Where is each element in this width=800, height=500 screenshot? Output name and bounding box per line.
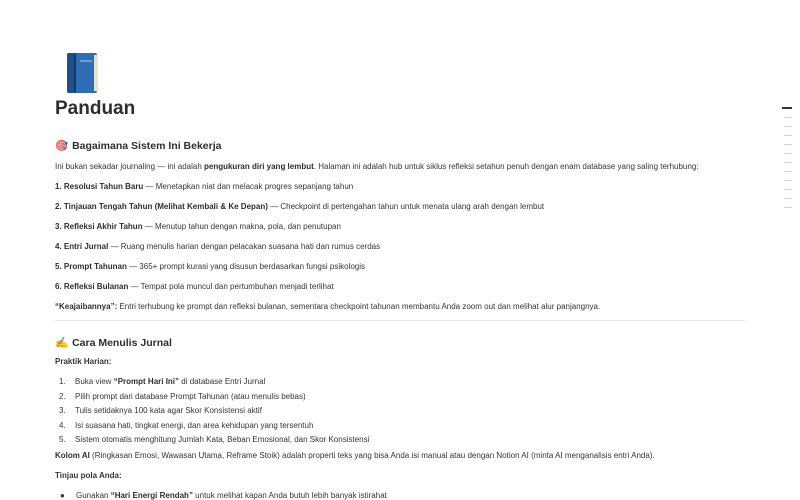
item-title: 1. Resolusi Tahun Baru [55, 182, 144, 191]
toc-bar[interactable] [784, 189, 792, 190]
target-icon: 🎯 [55, 140, 69, 152]
database-item [55, 242, 745, 252]
daily-practice-label: Praktik Harian: [55, 357, 112, 366]
list-item [55, 377, 745, 387]
toc-bar[interactable] [782, 107, 792, 109]
list-item [55, 406, 745, 416]
ai-bold: Kolom AI [55, 451, 90, 460]
intro-text: Ini bukan sekadar journaling — ini adalah [55, 162, 204, 171]
toc-bar[interactable] [784, 144, 792, 145]
toc-bar[interactable] [784, 135, 792, 136]
ai-text: (Ringkasan Emosi, Wawasan Utama, Reframe Stoik) adalah properti teks yang bisa Anda isi manual atau dengan Notion AI (minta AI menganalisis entri Anda). [89, 451, 655, 460]
database-item [55, 262, 745, 272]
table-of-contents-minimap[interactable] [780, 107, 792, 216]
list-text: Tulis setidaknya 100 kata agar Skor Konsistensi aktif [75, 406, 262, 415]
list-item [55, 491, 745, 500]
patterns-list [55, 491, 745, 500]
item-desc: — Menetapkan niat dan melacak progres sepanjang tahun [143, 182, 354, 191]
database-item [55, 202, 745, 212]
list-number: 4. [59, 420, 66, 430]
heading-text: Cara Menulis Jurnal [72, 336, 172, 349]
divider [55, 320, 745, 321]
list-text: Isi suasana hati, tingkat energi, dan area kehidupan yang tersentuh [75, 420, 314, 430]
list-number: 2. [59, 391, 66, 401]
database-item [55, 282, 745, 292]
toc-bar[interactable] [784, 198, 792, 199]
magic-text: Entri terhubung ke prompt dan refleksi bulanan, sementara checkpoint tahunan membantu Anda zoom out dan melihat alur panjangnya. [117, 302, 601, 311]
database-item [55, 182, 745, 192]
item-desc: — Checkpoint di pertengahan tahun untuk menata ulang arah dengan lembut [267, 202, 545, 211]
item-desc: — Menutup tahun dengan makna, pola, dan penutupan [142, 222, 341, 231]
page-content [55, 48, 745, 500]
daily-steps-list [55, 377, 745, 445]
list-text: Buka view “Prompt Hari Ini” di database Entri Jurnal [75, 377, 266, 386]
item-title: 6. Refleksi Bulanan [55, 282, 129, 291]
list-item [55, 392, 745, 402]
review-patterns-label: Tinjau pola Anda: [55, 471, 122, 480]
toc-bar[interactable] [784, 153, 792, 154]
item-title: 4. Entri Jurnal [55, 242, 109, 251]
intro-paragraph [55, 162, 745, 172]
toc-bar[interactable] [784, 180, 792, 181]
section-heading-how-to-journal [55, 336, 745, 349]
list-item [55, 435, 745, 445]
section-heading-how-it-works [55, 139, 745, 152]
list-item [55, 421, 745, 431]
bullet-icon: ● [60, 491, 65, 500]
toc-bar[interactable] [784, 117, 792, 118]
item-desc: — Tempat pola muncul dan pertumbuhan menjadi terlihat [128, 282, 334, 291]
list-number: 5. [59, 435, 66, 444]
toc-bar[interactable] [784, 162, 792, 163]
writing-hand-icon: ✍️ [55, 337, 69, 349]
list-text: Sistem otomatis menghitung Jumlah Kata, Beban Emosional, dan Skor Konsistensi [75, 435, 370, 444]
heading-text: Bagaimana Sistem Ini Bekerja [72, 139, 222, 152]
list-text: Pilih prompt dari database Prompt Tahunan (atau menulis bebas) [75, 391, 306, 401]
item-title: 5. Prompt Tahunan [55, 262, 127, 271]
toc-bar[interactable] [784, 126, 792, 127]
list-number: 1. [59, 377, 66, 386]
item-title: 2. Tinjauan Tengah Tahun (Melihat Kembali & Ke Depan) [55, 202, 268, 211]
book-icon[interactable] [58, 48, 106, 96]
toc-bar[interactable] [784, 207, 792, 208]
page-title: Panduan [55, 98, 136, 119]
intro-text-end: . Halaman ini adalah hub untuk siklus refleksi setahun penuh dengan enam database yang saling terhubung: [313, 162, 699, 171]
magic-bold: “Keajaibannya”: [55, 302, 118, 311]
item-desc: — 365+ prompt kurasi yang disusun berdasarkan fungsi psikologis [126, 262, 365, 271]
magic-paragraph [55, 302, 745, 312]
item-title: 3. Refleksi Akhir Tahun [55, 222, 143, 231]
list-text: Gunakan “Hari Energi Rendah” untuk melihat kapan Anda butuh lebih banyak istirahat [76, 491, 387, 500]
intro-bold: pengukuran diri yang lembut [203, 162, 314, 171]
database-item [55, 222, 745, 232]
list-number: 3. [59, 406, 66, 415]
toc-bar[interactable] [784, 171, 792, 172]
ai-columns-paragraph [55, 451, 745, 461]
item-desc: — Ruang menulis harian dengan pelacakan suasana hati dan rumus cerdas [108, 242, 381, 251]
